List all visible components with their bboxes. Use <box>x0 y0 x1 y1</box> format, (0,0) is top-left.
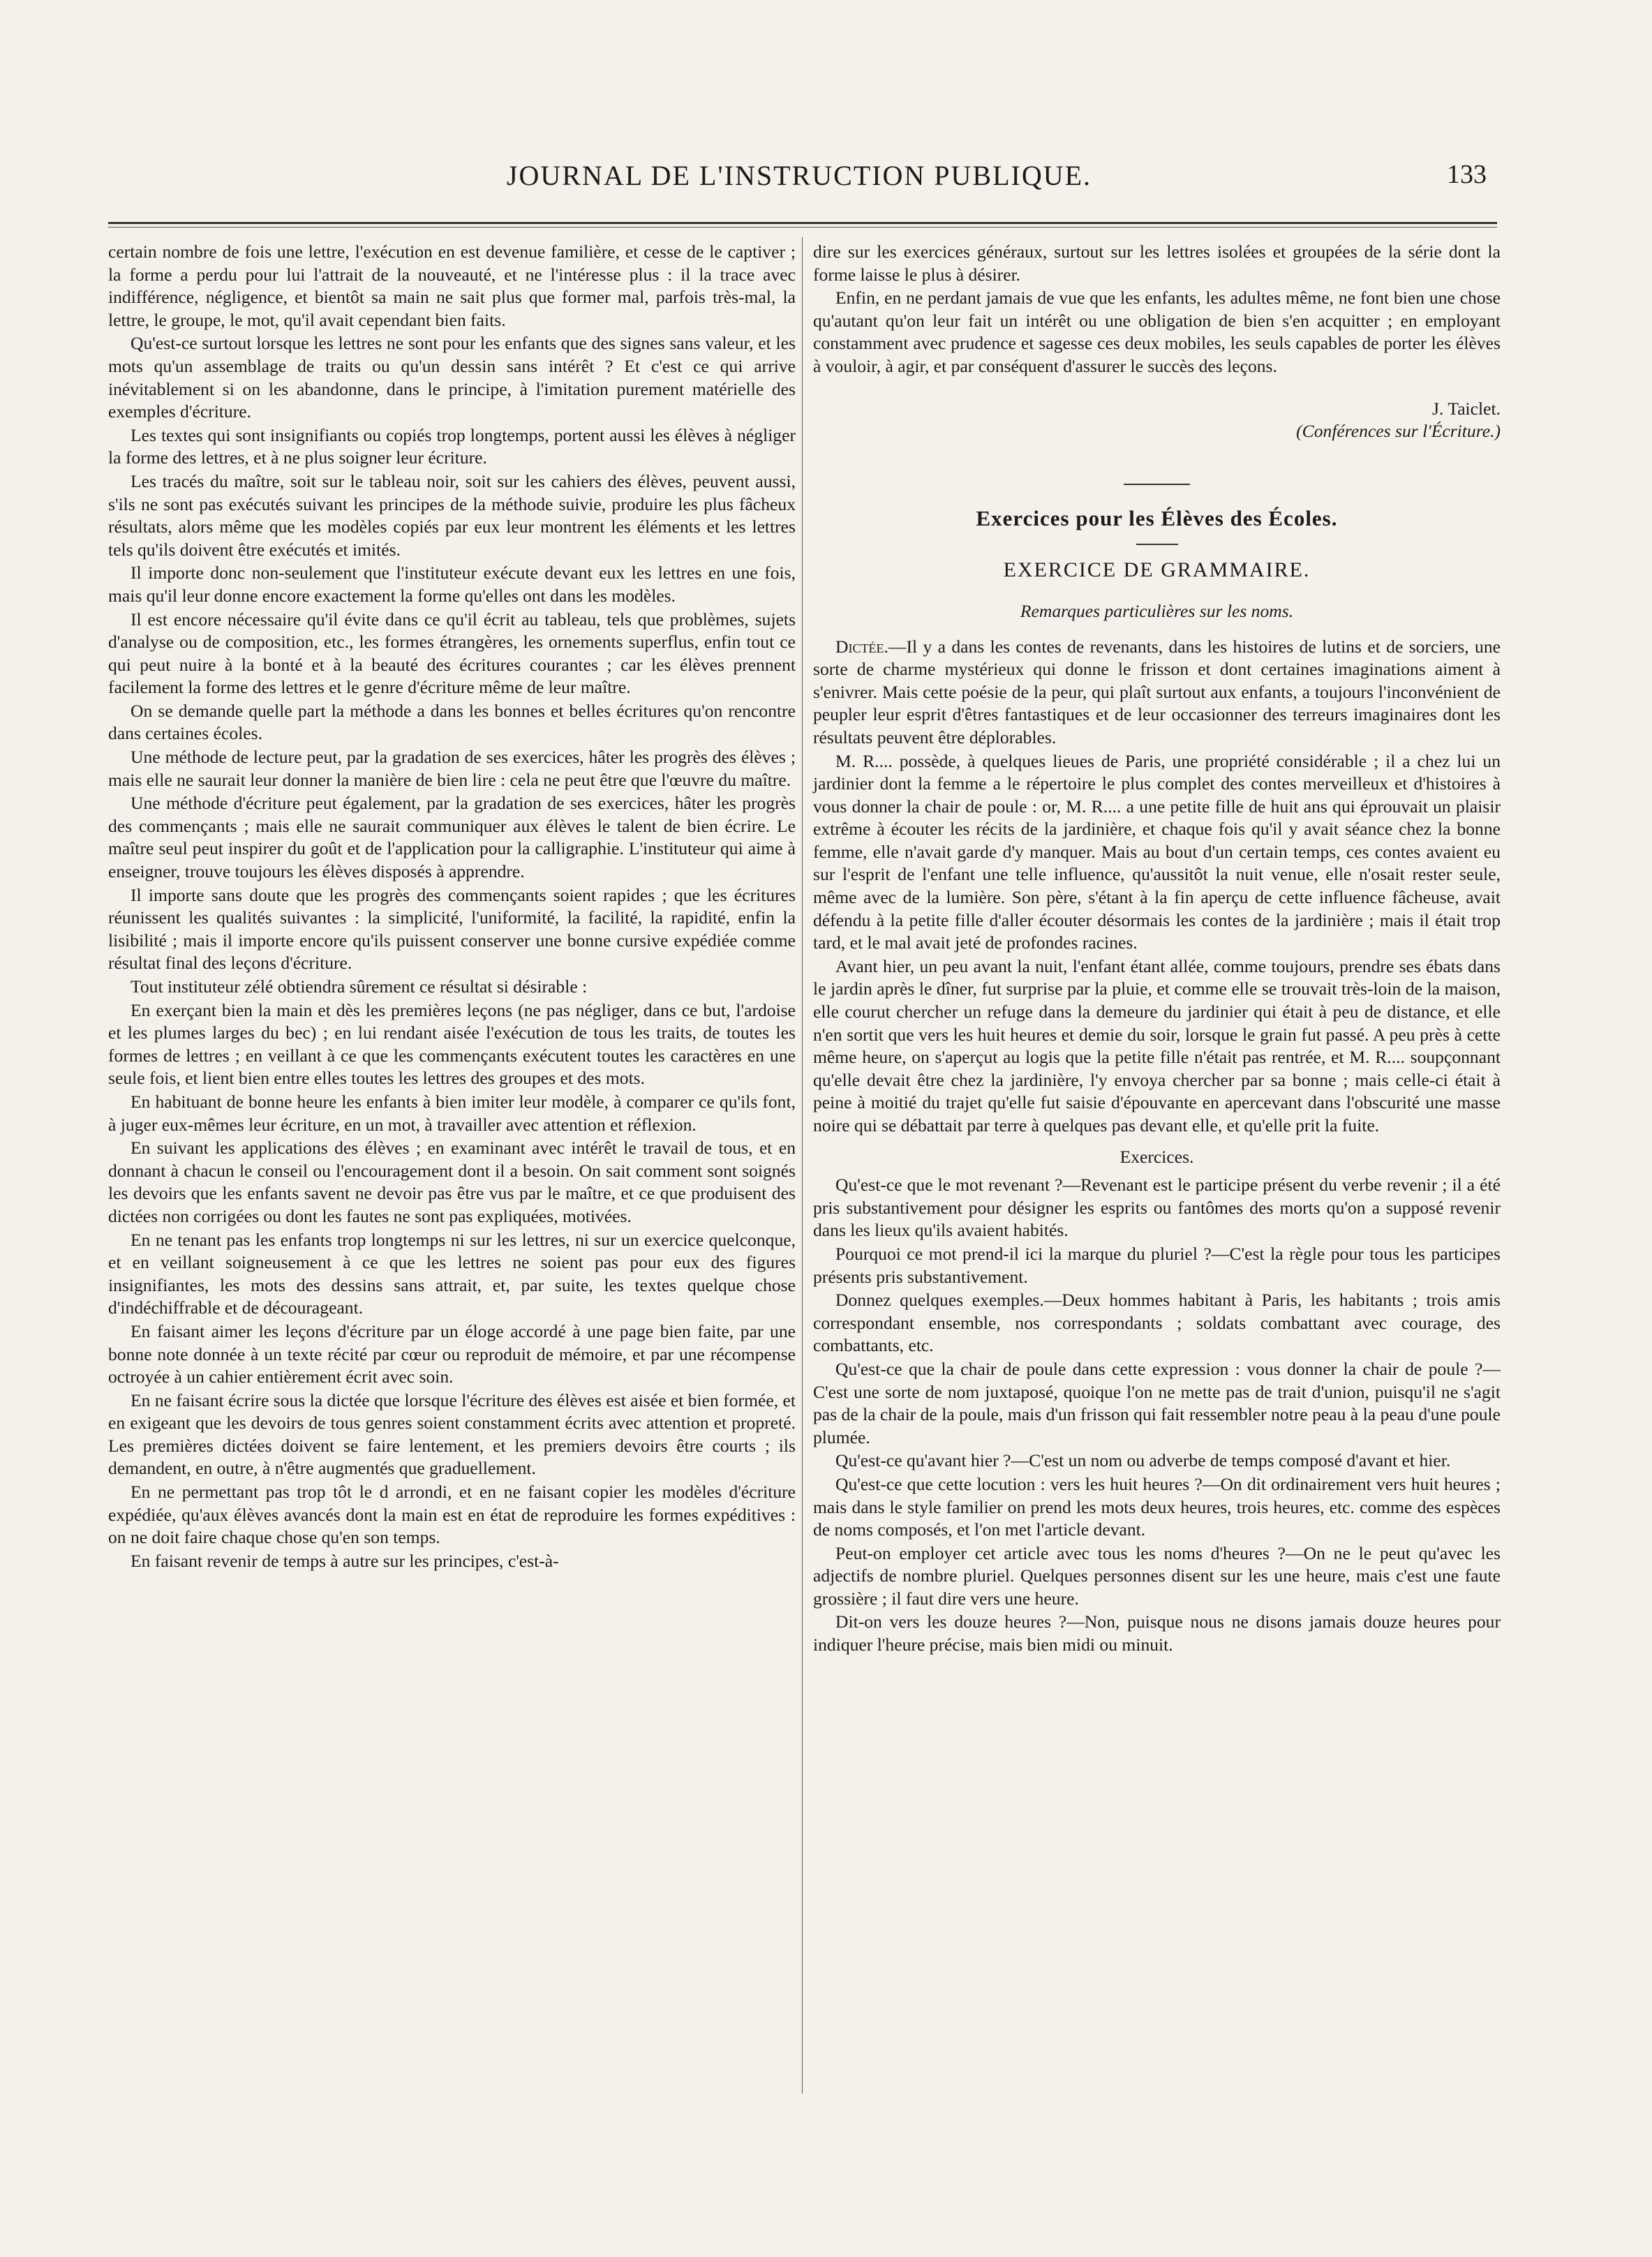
paragraph: En ne faisant écrire sous la dictée que lorsque l'écriture des élèves est aisée et bien formée, et en exigeant que les devoirs de tous genres soient constamment écrits avec attention et propreté. Les premières dictées doivent se faire lentement, et les premiers devoirs être courts ; ils demandent, en outre, à n'être augmentés que graduellement. <box>108 1390 796 1479</box>
paragraph: Qu'est-ce surtout lorsque les lettres ne sont pour les enfants que des signes sans valeur, et les mots qu'un assemblage de traits ou qu'un dessin sans intérêt ? Et c'est ce qui arrive inévitablement si on les abandonne, dans le principe, à l'imitation purement matérielle des exemples d'écriture. <box>108 333 796 422</box>
signature-source: (Conférences sur l'Écriture.) <box>1296 421 1501 442</box>
paragraph: Il importe donc non-seulement que l'instituteur exécute devant eux les lettres en une fois, mais qu'il leur donne encore exactement la forme qu'elles ont dans les modèles. <box>108 563 796 606</box>
paragraph: Il est encore nécessaire qu'il évite dans ce qu'il écrit au tableau, tels que problèmes, sujets d'analyse ou de composition, etc., les formes étrangères, les ornements superflus, enfin tout ce qui peut nuire à la bonté et à la beauté des écritures courantes ; car les élèves prennent facilement la forme des lettres et le genre d'écriture même de leur maître. <box>108 609 796 698</box>
paragraph: En ne permettant pas trop tôt le d arrondi, et en ne faisant copier les modèles d'écriture expédiée, qu'aux élèves avancés dont la main est en état de reproduire les formes expéditives : on ne doit faire chaque chose qu'en son temps. <box>108 1482 796 1548</box>
page-number: 133 <box>1447 160 1487 189</box>
exercise-item: Qu'est-ce qu'avant hier ?—C'est un nom ou adverbe de temps composé d'avant et hier. <box>835 1450 1451 1471</box>
dictee-text: —Il y a dans les contes de revenants, dans les histoires de lutins et de sorciers, une sorte de charme mystérieux qui donne le frisson et dont certaines imaginations aiment à s'enivrer. Mais cette poésie de la peur, qui plaît surtout aux enfants, a toujours l'inconvénient de peupler leur esprit d'êtres fantastiques et de leur occasionner des terreurs imaginaires dont les résultats peuvent être déplorables. <box>813 636 1501 747</box>
section-rule <box>1136 544 1178 545</box>
paragraph: En faisant aimer les leçons d'écriture par un éloge accordé à une page bien faite, par une bonne note donnée à un texte récité par cœur ou reproduit de mémoire, et par une récompense octroyée à un cahier entièrement écrit avec soin. <box>108 1320 796 1387</box>
paragraph: M. R.... possède, à quelques lieues de Paris, une propriété considérable ; il a chez lui un jardinier dont la femme a le répertoire le plus complet des contes merveilleux et d'histoires à vous donner la chair de poule : or, M. R.... a une petite fille de huit ans qui éprouvait un plaisir extrême à écouter les récits de la jardinière, et chaque fois qu'il y avait séance chez la bonne femme, elle n'avait garde d'y manquer. Mais au bout d'un certain temps, ces contes avaient eu sur l'esprit de l'enfant une telle influence, qu'aussitôt la nuit venue, elle n'osait rester seule, même avec de la lumière. Son père, s'étant à la fin aperçu de cette influence fâcheuse, avait défendu à la petite fille d'aller écouter désormais les contes de la jardinière ; mais il était trop tard, et le mal avait jeté de profondes racines. <box>813 750 1501 953</box>
paragraph: On se demande quelle part la méthode a dans les bonnes et belles écritures qu'on rencontre dans certaines écoles. <box>108 700 796 744</box>
exercise-item: Qu'est-ce que le mot revenant ?—Revenant est le participe présent du verbe revenir ; il a été pris substantivement pour désigner les esprits ou fantômes des morts qu'on a supposé revenir dans les lieux qu'ils avaient habités. <box>813 1175 1501 1241</box>
section-rule <box>1124 484 1190 485</box>
column-divider <box>802 237 803 2094</box>
header-rule <box>108 222 1497 228</box>
paragraph: Une méthode de lecture peut, par la gradation de ses exercices, hâter les progrès des élèves ; mais elle ne saurait leur donner la manière de bien lire : cela ne peut être que l'œuvre du maître. <box>108 747 796 790</box>
running-head <box>105 159 1494 201</box>
exercise-item: Pourquoi ce mot prend-il ici la marque du pluriel ?—C'est la règle pour tous les participes présents pris substantivement. <box>813 1243 1501 1287</box>
paragraph: Avant hier, un peu avant la nuit, l'enfant étant allée, comme toujours, prendre ses ébats dans le jardin après le dîner, fut surprise par la pluie, et comme elle se trouvait très-loin de la maison, elle courut chercher un refuge dans la demeure du jardinier qui était à peu de distance, et elle n'en sortit que vers les huit heures et demie du soir, lorsque le grain fut passé. A peu près à cette même heure, on s'aperçut au logis que la petite fille n'était pas rentrée, et M. R.... soupçonnant qu'elle devait être chez la jardinière, l'y envoya chercher par sa bonne ; mais celle-ci était à peine à moitié du trajet qu'elle fut saisie d'épouvante en apercevant dans l'obscurité une masse noire qui se débattait par terre à quelques pas devant elle, et qu'elle prit la fuite. <box>813 955 1501 1135</box>
paragraph: Les tracés du maître, soit sur le tableau noir, soit sur les cahiers des élèves, peuvent aussi, s'ils ne sont pas exécutés suivant les principes de la méthode suivie, produire les plus fâcheux résultats, alors même que les modèles copiés par eux leur montrent les éléments et les lettres tels qu'ils doivent être exécutés et imités. <box>108 470 796 560</box>
running-title: JOURNAL DE L'INSTRUCTION PUBLIQUE. <box>506 160 1092 191</box>
exercises-heading: Exercices. <box>1119 1146 1194 1167</box>
author-signature: J. Taiclet. <box>1432 398 1501 419</box>
dictee-label: Dictée. <box>835 636 888 657</box>
paragraph: Tout instituteur zélé obtiendra sûrement ce résultat si désirable : <box>131 976 588 997</box>
paragraph: Les textes qui sont insignifiants ou copiés trop longtemps, portent aussi les élèves à négliger la forme des lettres, et à ne plus soigner leur écriture. <box>108 424 796 468</box>
exercise-subtitle: Remarques particulières sur les noms. <box>1020 600 1294 621</box>
exercise-item: Qu'est-ce que la chair de poule dans cette expression : vous donner la chair de poule ?—C'est une sorte de nom juxtaposé, quoique l'on ne mette pas de trait d'union, puisqu'il ne s'agit pas de la chair de la poule, mais d'un frisson qui fait ressembler notre peau à la peau d'une poule plumée. <box>813 1358 1501 1447</box>
dictee-paragraph <box>813 636 1501 750</box>
paragraph: En faisant revenir de temps à autre sur les principes, c'est-à- <box>131 1550 559 1571</box>
section-title: Exercices pour les Élèves des Écoles. <box>976 505 1338 530</box>
paragraph: Une méthode d'écriture peut également, par la gradation de ses exercices, hâter les progrès des commençants ; mais elle ne saurait communiquer aux élèves le talent de bien écrire. Le maître seul peut inspirer du goût et de l'application pour la calligraphie. L'instituteur qui aime à enseigner, trouve toujours les élèves disposés à apprendre. <box>108 793 796 882</box>
paragraph: Enfin, en ne perdant jamais de vue que les enfants, les adultes même, ne font bien une chose qu'autant qu'on leur fait un intérêt ou une obligation de bien s'en acquitter ; en employant constamment avec prudence et sagesse ces deux mobiles, les seuls capables de porter les élèves à vouloir, à agir, et par conséquent d'assurer le succès des leçons. <box>813 288 1501 376</box>
exercise-item: Dit-on vers les douze heures ?—Non, puisque nous ne disons jamais douze heures pour indiquer l'heure précise, mais bien midi ou minuit. <box>813 1611 1501 1655</box>
exercise-title: EXERCICE DE GRAMMAIRE. <box>1003 558 1311 582</box>
paragraph: dire sur les exercices généraux, surtout sur les lettres isolées et groupées de la série dont la forme laisse le plus à désirer. <box>813 241 1501 285</box>
paragraph: Il importe sans doute que les progrès des commençants soient rapides ; que les écritures réunissent les qualités suivantes : la simplicité, l'uniformité, la facilité, la rapidité, enfin la lisibilité ; mais il importe encore qu'ils puissent conserver une bonne cursive expédiée comme résultat final des leçons d'écriture. <box>108 884 796 974</box>
right-column <box>813 241 1501 1657</box>
exercise-item: Qu'est-ce que cette locution : vers les huit heures ?—On dit ordinairement vers huit heures ; mais dans le style familier on prend les mots deux heures, trois heures, etc. comme des espèces de noms composés, et l'on met l'article devant. <box>813 1473 1501 1540</box>
paragraph: En exerçant bien la main et dès les premières leçons (ne pas négliger, dans ce but, l'ardoise et les plumes larges du bec) ; en lui rendant aisée l'exécution de tous les traits, de toutes les formes de lettres ; en veillant à ce que les commençants exécutent toutes les caractères en une seule fois, et lient bien entre elles toutes les lettres des groupes et des mots. <box>108 999 796 1089</box>
exercise-item: Peut-on employer cet article avec tous les noms d'heures ?—On ne le peut qu'avec les adjectifs de nombre pluriel. Quelques personnes disent sur les une heure, mais c'est une faute grossière ; il faut dire vers une heure. <box>813 1542 1501 1609</box>
left-column <box>108 241 796 1572</box>
paragraph: En ne tenant pas les enfants trop longtemps ni sur les lettres, ni sur un exercice quelconque, et en veillant soigneusement à ce que les lettres ne soient pas pour eux des figures insignifiantes, les mots des dessins sans attrait, et, par suite, les textes quelque chose d'indéchiffrable et de décourageant. <box>108 1229 796 1318</box>
paragraph: certain nombre de fois une lettre, l'exécution en est devenue familière, et cesse de le captiver ; la forme a perdu pour lui l'attrait de la nouveauté, et ne l'intéresse plus : il la trace avec indifférence, négligence, et bientôt sa main ne sait plus que former mal, parfois très-mal, la lettre, le groupe, le mot, qu'il avait cependant bien faits. <box>108 241 796 330</box>
exercise-item: Donnez quelques exemples.—Deux hommes habitant à Paris, les habitants ; trois amis correspondant ensemble, nos correspondants ; soldats combattant avec courage, des combattants, etc. <box>813 1290 1501 1356</box>
paragraph: En habituant de bonne heure les enfants à bien imiter leur modèle, à comparer ce qu'ils font, à juger eux-mêmes leur écriture, en un mot, à travailler avec attention et réflexion. <box>108 1091 796 1135</box>
paragraph: En suivant les applications des élèves ; en examinant avec intérêt le travail de tous, et en donnant à chacun le conseil ou l'encouragement dont il a besoin. On sait comment sont soignés les devoirs que les enfants savent ne devoir pas être vus par le maître, et ce que produisent des dictées non corrigées ou dont les fautes ne sont pas expliquées, motivées. <box>108 1138 796 1226</box>
